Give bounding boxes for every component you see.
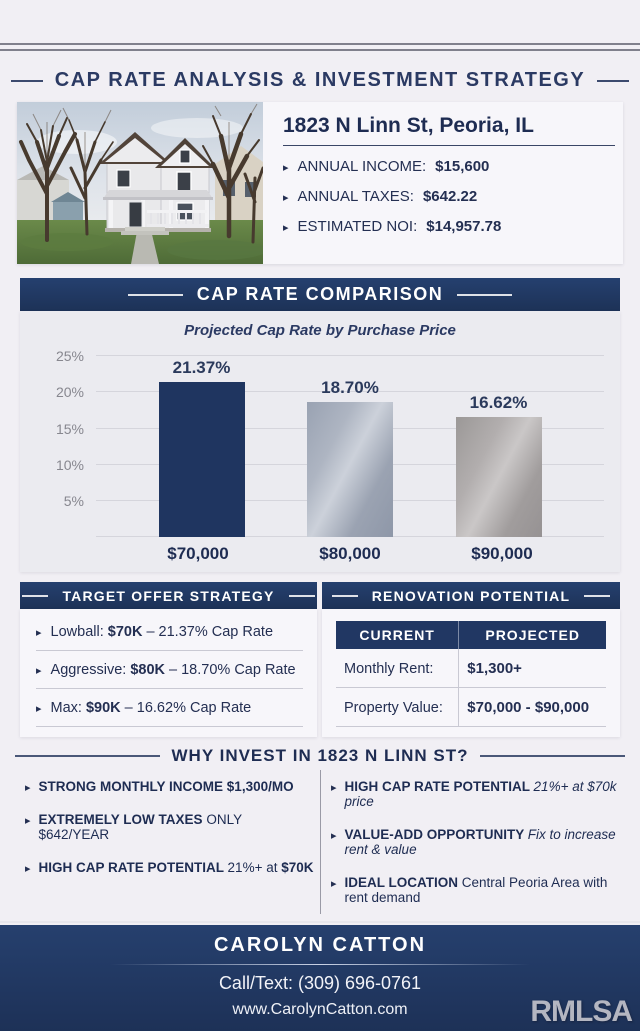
why-invest-text — [39, 779, 294, 794]
triangle-bullet-icon: ▸ — [25, 815, 31, 827]
renovation-row-label: Property Value: — [336, 688, 459, 727]
property-info — [263, 102, 623, 264]
renovation-table-row — [336, 649, 606, 688]
property-photo — [17, 102, 263, 264]
why-invest-item — [15, 770, 320, 803]
chart-bar-group — [159, 349, 245, 537]
why-invest-item — [321, 866, 625, 914]
renovation-panel — [322, 582, 620, 737]
chart-bar-group — [307, 349, 393, 537]
triangle-bullet-icon: ▸ — [36, 665, 42, 677]
text-segment: $70K — [107, 624, 143, 640]
why-invest-title-row — [15, 746, 625, 766]
why-invest-text — [39, 860, 314, 875]
chart-plot — [32, 349, 608, 537]
text-segment: $1,300/MO — [226, 779, 294, 794]
offer-strategy-text — [51, 624, 274, 640]
text-segment: EXTREMELY LOW TAXES — [38, 812, 207, 827]
chart-bar-group — [456, 349, 542, 537]
agent-name: CAROLYN CATTON — [213, 934, 427, 956]
why-invest-right-column — [320, 770, 625, 914]
title-right-dash — [597, 80, 629, 82]
why-invest-text — [345, 779, 621, 809]
stat-value: $14,957.78 — [426, 218, 502, 235]
text-segment: Central Peoria Area with rent demand — [344, 875, 608, 905]
text-segment: Max: — [50, 700, 86, 716]
why-invest-title: WHY INVEST IN 1823 N LINN ST? — [171, 746, 469, 765]
banner-left-dash — [128, 294, 183, 296]
text-segment: HIGH CAP RATE POTENTIAL — [38, 860, 228, 875]
agent-website: www.CarolynCatton.com — [232, 1001, 408, 1018]
y-axis-tick-label: 5% — [63, 492, 84, 509]
text-segment: HIGH CAP RATE POTENTIAL — [344, 779, 534, 794]
stat-label: ESTIMATED NOI: — [297, 218, 418, 235]
bar-value-label: 18.70% — [321, 377, 379, 397]
target-offer-banner — [20, 582, 317, 609]
renovation-row-label: Monthly Rent: — [336, 649, 459, 688]
triangle-bullet-icon: ▸ — [331, 830, 337, 842]
why-invest-text — [345, 875, 621, 905]
triangle-bullet-icon: ▸ — [331, 878, 337, 890]
triangle-bullet-icon: ▸ — [283, 222, 289, 234]
triangle-bullet-icon: ▸ — [36, 627, 42, 639]
text-segment: STRONG MONTHLY INCOME — [38, 779, 227, 794]
footer-rule — [0, 921, 640, 923]
renovation-body — [322, 609, 620, 737]
why-invest-columns — [15, 770, 625, 914]
text-segment: $80K — [130, 662, 165, 678]
banner-right-dash — [584, 595, 610, 597]
text-segment: – 18.70% Cap Rate — [165, 662, 296, 678]
bar-value-label: 21.37% — [172, 358, 231, 378]
why-invest-item — [321, 770, 625, 818]
renovation-title: RENOVATION POTENTIAL — [371, 587, 571, 604]
triangle-bullet-icon: ▸ — [36, 703, 42, 715]
renovation-row-value: $1,300+ — [459, 649, 606, 688]
text-segment: IDEAL LOCATION — [344, 875, 462, 890]
stat-value: $642.22 — [422, 188, 478, 205]
chart-bar — [456, 417, 542, 537]
page-title-row — [0, 69, 640, 92]
chart-subtitle: Projected Cap Rate by Purchase Price — [184, 322, 456, 339]
renovation-column-header: CURRENT — [336, 621, 459, 649]
stat-value: $15,600 — [435, 158, 490, 175]
banner-left-dash — [22, 595, 48, 597]
offer-strategy-item — [36, 689, 303, 727]
text-segment: – 16.62% Cap Rate — [120, 700, 252, 716]
triangle-bullet-icon: ▸ — [331, 782, 337, 794]
cap-rate-chart-panel — [20, 311, 620, 572]
property-stats-list — [283, 158, 615, 235]
text-segment: 21%+ at — [227, 860, 282, 875]
property-stat-row — [283, 218, 615, 235]
offer-strategy-text — [51, 662, 296, 678]
target-offer-title: TARGET OFFER STRATEGY — [62, 587, 275, 604]
text-segment: ONLY $642/YEAR — [38, 812, 242, 842]
chart-x-labels — [96, 544, 604, 564]
renovation-table-header — [336, 621, 606, 649]
text-segment: VALUE-ADD OPPORTUNITY — [344, 827, 528, 842]
offer-strategy-item — [36, 651, 303, 689]
y-axis-tick-label: 25% — [55, 348, 84, 365]
property-stat-row — [283, 158, 615, 175]
top-double-rule — [0, 43, 640, 51]
x-axis-category-label: $90,000 — [471, 544, 533, 563]
renovation-table — [336, 621, 606, 727]
rmlsa-watermark: RMLSA — [530, 995, 632, 1028]
text-segment: Aggressive: — [50, 662, 131, 678]
text-segment: Fix to increase rent & value — [344, 827, 616, 857]
renovation-column-header: PROJECTED — [459, 621, 606, 649]
banner-right-dash — [289, 595, 315, 597]
banner-left-dash — [332, 595, 358, 597]
stat-label: ANNUAL INCOME: — [297, 158, 427, 175]
triangle-bullet-icon: ▸ — [283, 192, 289, 204]
triangle-bullet-icon: ▸ — [25, 863, 31, 875]
triangle-bullet-icon: ▸ — [25, 782, 31, 794]
text-segment: – 21.37% Cap Rate — [142, 624, 274, 640]
text-segment: 21%+ at $70k price — [344, 779, 617, 809]
triangle-bullet-icon: ▸ — [283, 162, 289, 174]
offer-strategy-text — [51, 700, 252, 716]
why-invest-left-column — [15, 770, 320, 914]
target-offer-panel — [20, 582, 317, 737]
footer-contact-band — [0, 925, 640, 1031]
page-title: CAP RATE ANALYSIS & INVESTMENT STRATEGY — [54, 69, 586, 91]
banner-right-dash — [457, 294, 512, 296]
property-hero-card — [17, 102, 623, 264]
text-segment: Lowball: — [50, 624, 108, 640]
title-left-dash — [11, 80, 43, 82]
target-offer-body — [20, 609, 317, 737]
renovation-banner — [322, 582, 620, 609]
text-segment: $70K — [281, 860, 314, 875]
chart-bar — [159, 382, 245, 537]
house-photo-illustration — [17, 102, 263, 264]
x-axis-category-label: $70,000 — [167, 544, 229, 563]
why-invest-text — [345, 827, 621, 857]
offer-strategy-item — [36, 613, 303, 651]
why-left-line — [15, 755, 160, 757]
renovation-row-value: $70,000 - $90,000 — [459, 688, 606, 727]
why-invest-section — [15, 746, 625, 914]
stat-label: ANNUAL TAXES: — [297, 188, 414, 205]
target-offer-list — [20, 609, 317, 731]
y-axis-tick-label: 20% — [55, 384, 84, 401]
why-invest-item — [321, 818, 625, 866]
bar-value-label: 16.62% — [469, 392, 528, 412]
footer-divider — [110, 964, 530, 965]
property-stat-row — [283, 188, 615, 205]
property-address: 1823 N Linn St, Peoria, IL — [283, 114, 615, 146]
strategy-panels-row — [20, 582, 620, 737]
why-invest-item — [15, 803, 320, 851]
cap-rate-comparison-banner — [20, 278, 620, 311]
why-right-line — [480, 755, 625, 757]
y-axis-tick-label: 10% — [55, 456, 84, 473]
chart-bar — [307, 402, 393, 537]
why-invest-item — [15, 851, 320, 884]
chart-bars — [96, 349, 604, 537]
y-axis-tick-label: 15% — [55, 420, 84, 437]
why-invest-text — [39, 812, 316, 842]
renovation-table-row — [336, 688, 606, 727]
text-segment: $90K — [85, 700, 121, 716]
cap-rate-comparison-title: CAP RATE COMPARISON — [196, 284, 444, 304]
x-axis-category-label: $80,000 — [319, 544, 381, 563]
agent-phone: Call/Text: (309) 696-0761 — [218, 973, 422, 993]
